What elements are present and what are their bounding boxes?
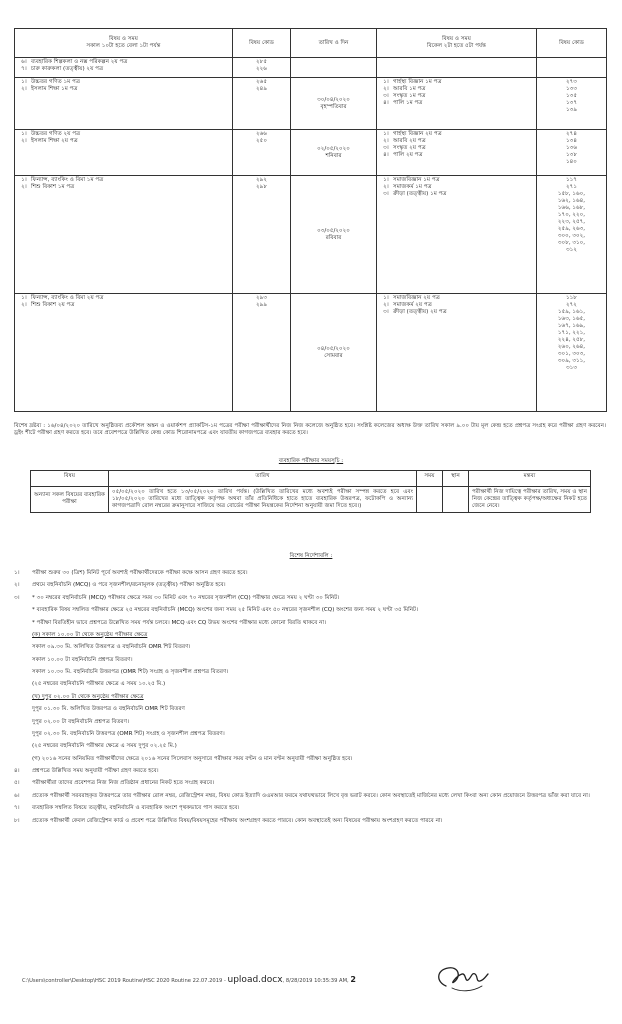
subject-number: ১।	[383, 295, 389, 301]
subject-entry	[17, 302, 230, 309]
subject-name: ফিন্যান্স, ব্যাংকিং ও বিমা ২য় পত্র	[31, 295, 104, 301]
subject-code: ১৫৮, ১৬০,	[557, 190, 586, 197]
subject-code: ২২৩, ২৫৭,	[557, 218, 586, 225]
instruction-subnote: * ব্যবহারিক বিষয় সম্বলিত পরীক্ষার ক্ষেত্রে ২৫ নম্বরের বহুনির্বাচনি (MCQ) অংশের জন্য সময় ২৫ মিনিট এবং ৫০ নম্বরের সৃজনশীল (CQ) অংশের জন্য সময় ২ ঘণ্টা ৩৫ মিনিট।	[32, 607, 419, 614]
morning-schedule-line: সকাল ১০.৩০ মি. বহুনির্বাচনি উত্তরপত্র (OMR শিট) সংগ্রহ ও সৃজনশীল প্রশ্নপত্র বিতরণ।	[32, 669, 229, 675]
instruction-item	[14, 780, 606, 787]
instruction-text: প্রত্যেক পরীক্ষার্থী কেবল রেজিস্ট্রেশন কার্ড ও প্রবেশ পত্রে উল্লিখিত বিষয়/বিষয়সমূহের পরীক্ষায় অংশগ্রহণ করতে পারবে। কোন অবস্থাতেই অন্য বিষয়ের পরীক্ষায় অংশগ্রহণ করতে পারবে না।	[32, 817, 443, 824]
subject-code: ১৪০	[566, 158, 577, 165]
subject-entry	[379, 100, 534, 107]
subject-number: ১।	[21, 79, 27, 85]
subject-code: ৩০০, ৩০২,	[557, 232, 586, 239]
subject-code: ২৯৩	[256, 295, 267, 301]
instruction-number: ৪।	[14, 768, 20, 774]
instruction-number: ৩।	[14, 594, 20, 601]
subject-entry	[17, 184, 230, 191]
subject-entry	[379, 177, 534, 184]
subject-entry	[17, 177, 230, 184]
subject-entry	[17, 66, 230, 73]
morning-subjects-cell	[15, 58, 233, 78]
header-subject-code: বিষয় কোড	[233, 29, 291, 58]
subject-code: ৩০৮, ৩১০,	[557, 239, 586, 246]
subject-number: ৩।	[383, 190, 389, 197]
subject-entry	[379, 93, 534, 100]
subject-entry	[17, 59, 230, 66]
morning-codes-cell	[233, 294, 291, 412]
instruction-text: প্রত্যেক পরীক্ষার্থী সরবরাহকৃত উত্তরপত্রে তার পরীক্ষার রোল নম্বর, রেজিস্ট্রেশন নম্বর, বিষয় কোড ইত্যাদি ওএমআর ফরমে যথাযথভাবে লিখে বৃত্ত ভরাট করবে। কোন অবস্থাতেই মার্জিনের মধ্যে লেখা কিংবা অন্য কোন প্রয়োজনে উত্তরপত্র ভাঁজ করা যাবে না।	[32, 792, 590, 799]
subject-code: ২৭৪	[566, 131, 577, 137]
subject-number: ২।	[21, 183, 27, 190]
morning-codes-cell	[233, 78, 291, 130]
afternoon-subjects-cell	[377, 58, 537, 78]
subject-code: ১৩৫	[566, 92, 577, 99]
subject-entry	[379, 138, 534, 145]
instruction-number: ২।	[14, 582, 20, 589]
special-note: বিশেষ দ্রষ্টব্য : ১৬/০৪/২০২০ তারিখে অনুষ্ঠিতব্য প্রকৌশল অঙ্কন ও ওয়ার্কশপ প্র্যাকটিস-১ম পত্রের পরীক্ষা পরীক্ষার্থীদের নিজ নিজ কলেজে অনুষ্ঠিত হবে। সংশ্লিষ্ট কলেজের অধ্যক্ষ উক্ত তারিখ সকাল ৯.০০ টায় মূল কেন্দ্র হতে প্রশ্নপত্র সংগ্রহ করে পরীক্ষা গ্রহণ করবেন। ড্রইং শীটে পরীক্ষা গ্রহণ করতে হবে। তবে প্রবেশপত্রে উল্লিখিত কেন্দ্র কোড শিরোনামপত্রে এবং যাবতীয় কাগজপত্রে ব্যবহার করতে হবে।	[14, 423, 606, 436]
morning-schedule-line: (২৫ নম্বরের বহুনির্বাচনি পরীক্ষার ক্ষেত্রে এ সময় ১০.২৫ মি.)	[32, 681, 166, 688]
exam-day: শনিবার	[325, 152, 342, 159]
afternoon-subjects-cell	[377, 130, 537, 176]
subject-code: ২৭২	[566, 301, 577, 308]
subject-code: ৩০৯, ৩১১,	[557, 357, 586, 364]
subject-number: ৪।	[383, 151, 389, 158]
subject-code: ২৯৮	[256, 183, 267, 190]
subject-number: ১।	[21, 177, 27, 183]
exam-date-cell	[291, 78, 377, 130]
subject-code: ১৬৬, ১৬৮,	[557, 204, 586, 211]
footer-timestamp: , 8/28/2019 10:35:39 AM,	[282, 978, 351, 984]
subject-number: ১।	[21, 295, 27, 301]
subject-number: ৭।	[21, 65, 27, 72]
instruction-item	[14, 582, 606, 589]
subject-name: উচ্চতর গণিত ২য় পত্র	[31, 131, 81, 137]
practical-header-venue: স্থান	[443, 471, 469, 487]
header-subject-code-2: বিষয় কোড	[537, 29, 607, 58]
subject-number: ১।	[21, 131, 27, 137]
exam-date: ০৪/০৫/২০২০	[317, 345, 350, 352]
practical-header-time: সময়	[417, 471, 443, 487]
instruction-item	[14, 768, 606, 775]
subject-code: ১৬৩, ১৬৫,	[557, 315, 586, 322]
subject-name: সমাজবিজ্ঞান ১ম পত্র	[393, 177, 440, 183]
exam-date-cell	[291, 130, 377, 176]
subject-name: গার্হস্থ্য বিজ্ঞান ১ম পত্র	[393, 79, 442, 85]
subject-entry	[17, 79, 230, 86]
subject-number: ১।	[383, 177, 389, 183]
instruction-number: ৬।	[14, 792, 20, 799]
header-morning-subject: বিষয় ও সময় সকাল ১০টা হতে বেলা ১টা পর্যন্ত	[15, 29, 233, 58]
subject-code: ২৯২	[256, 177, 267, 183]
subject-name: শিশু বিকাশ ১ম পত্র	[31, 183, 75, 190]
subject-code: ২৭১	[566, 183, 577, 190]
footer-file-path	[22, 975, 356, 986]
irregular-candidates-note: (গ) ২০১৬ সনের অনিয়মিত পরীক্ষার্থীদের ক্ষেত্রে ২০১৬ সনের সিলেবাস অনুসারে পরীক্ষার সময় বণ্টন ও মান বণ্টন অনুযায়ী পরীক্ষা অনুষ্ঠিত হবে।	[32, 755, 353, 762]
routine-row	[15, 58, 607, 78]
footer-page-number: 2	[350, 975, 356, 984]
subject-code: ১৩৩	[566, 85, 577, 92]
afternoon-codes-cell	[537, 294, 607, 412]
subject-entry	[379, 191, 534, 198]
header-afternoon-subject: বিষয় ও সময় বিকেল ২টা হতে ৫টা পর্যন্ত	[377, 29, 537, 58]
instruction-item	[14, 793, 606, 800]
signature-mark	[432, 962, 490, 996]
subject-entry	[379, 131, 534, 138]
subject-number: ২।	[21, 85, 27, 92]
practical-schedule-table	[30, 470, 591, 513]
exam-day: রবিবার	[325, 234, 342, 241]
morning-schedule-label: (ক) সকাল ১০.০০ টা থেকে অনুষ্ঠেয় পরীক্ষার ক্ষেত্রে	[32, 631, 148, 638]
instruction-item	[14, 570, 606, 577]
subject-entry	[17, 138, 230, 145]
instruction-text: পরীক্ষার্থীরা তাদের প্রবেশপত্র নিজ নিজ প্রতিষ্ঠান প্রধানের নিকট হতে সংগ্রহ করবে।	[32, 780, 215, 787]
subject-name: আরবি ১ম পত্র	[393, 85, 426, 92]
routine-row	[15, 294, 607, 412]
subject-name: শিশু বিকাশ ২য় পত্র	[31, 301, 75, 308]
subject-code: ১১৭	[566, 177, 577, 183]
subject-code: ২৪৯	[256, 85, 267, 92]
subject-name: গার্হস্থ্য বিজ্ঞান ২য় পত্র	[393, 131, 442, 137]
routine-row	[15, 130, 607, 176]
practical-venue	[443, 487, 469, 513]
subject-number: ১।	[383, 131, 389, 137]
subject-number: ২।	[383, 183, 389, 190]
instruction-item	[14, 595, 606, 602]
routine-header-row	[15, 29, 607, 58]
instructions-title: বিশেষ নির্দেশাবলি :	[289, 553, 333, 559]
afternoon-codes-cell	[537, 130, 607, 176]
subject-name: পালি ১ম পত্র	[393, 99, 423, 106]
afternoon-codes-cell	[537, 78, 607, 130]
morning-subjects-cell	[15, 130, 233, 176]
subject-name: উচ্চতর গণিত ১ম পত্র	[31, 79, 80, 85]
practical-subject: অন্যান্য সকল বিষয়ের ব্যবহারিক পরীক্ষা	[31, 487, 109, 513]
subject-name: ফিন্যান্স, ব্যাংকিং ও বিমা ১ম পত্র	[31, 177, 104, 183]
afternoon-schedule-line: দুপুর ০১.৩০ মি. অলিখিত উত্তরপত্র ও বহুনির্বাচনি OMR শিট বিতরণ	[32, 706, 185, 713]
subject-name: আরবি ২য় পত্র	[393, 137, 426, 144]
header-date-day: তারিখ ও দিন	[291, 29, 377, 58]
subject-name: সমাজকর্ম ২য় পত্র	[393, 301, 432, 308]
morning-codes-cell	[233, 176, 291, 294]
subject-name: ইসলাম শিক্ষা ২য় পত্র	[31, 137, 78, 144]
subject-code: ১৭১, ২২১,	[557, 329, 586, 336]
subject-code: ১৬২, ১৬৪,	[557, 197, 586, 204]
subject-name: ব্যবহারিক শিল্পকলা ও নক্স পরিকল্পন ২য় পত্র	[31, 59, 128, 65]
instruction-text: ব্যবহারিক সম্বলিত বিষয়ে তত্ত্বীয়, বহুনির্বাচনি ও ব্যবহারিক অংশে পৃথকভাবে পাস করতে হবে।	[32, 805, 240, 812]
instruction-number: ৮।	[14, 817, 20, 824]
subject-code: ১৩৭	[566, 99, 577, 106]
morning-subjects-cell	[15, 176, 233, 294]
exam-date: ৩০/০৪/২০২০	[317, 96, 350, 103]
exam-day: সোমবার	[324, 352, 343, 359]
subject-entry	[17, 86, 230, 93]
practical-header-remarks: মন্তব্য	[469, 471, 591, 487]
morning-subjects-cell	[15, 78, 233, 130]
subject-code: ৩১৩	[566, 364, 577, 371]
subject-number: ৬।	[21, 59, 27, 65]
exam-date-cell	[291, 176, 377, 294]
subject-entry	[379, 145, 534, 152]
practical-row	[31, 487, 591, 513]
afternoon-schedule-line: দুপুর ০২.০০ টা বহুনির্বাচনি প্রশ্নপত্র বিতরণ।	[32, 718, 129, 725]
practical-header-subject: বিষয়	[31, 471, 109, 487]
footer-file-name: upload.docx	[227, 975, 283, 985]
practical-header-date: তারিখ	[109, 471, 417, 487]
instruction-text: প্রশ্নপত্রে উল্লিখিত সময় অনুযায়ী পরীক্ষা গ্রহণ করতে হবে।	[32, 768, 159, 774]
instruction-item	[14, 818, 606, 825]
morning-codes-cell	[233, 130, 291, 176]
instructions-list	[14, 570, 606, 830]
subject-code: ২৯৯	[256, 301, 267, 308]
subject-number: ২।	[383, 301, 389, 308]
exam-date-cell	[291, 58, 377, 78]
practical-time	[417, 487, 443, 513]
afternoon-subjects-cell	[377, 294, 537, 412]
morning-subjects-cell	[15, 294, 233, 412]
subject-number: ৩।	[383, 144, 389, 151]
subject-name: পালি ২য় পত্র	[393, 151, 423, 158]
subject-code: ২৬৬	[256, 131, 267, 137]
instruction-number: ৫।	[14, 780, 20, 787]
subject-code: ২৫০	[256, 137, 267, 144]
subject-entry	[379, 302, 534, 309]
practical-schedule-title: ব্যবহারিক পরীক্ষার সময়সূচি :	[278, 458, 344, 464]
subject-name: ক্রীড়া (তত্ত্বীয়) ১ম পত্র	[393, 190, 447, 197]
subject-code: ১৩৮	[566, 151, 577, 158]
subject-entry	[379, 152, 534, 159]
subject-code: ৩০১, ৩০৩,	[557, 350, 586, 357]
subject-code: ৩১২	[566, 246, 577, 253]
subject-entry	[379, 309, 534, 316]
afternoon-codes-cell	[537, 176, 607, 294]
subject-name: ইসলাম শিক্ষা ১ম পত্র	[31, 85, 78, 92]
subject-name: চারু কারুকলা (তত্ত্বীয়) ২য় পত্র	[31, 65, 104, 72]
subject-name: সংস্কৃত ১ম পত্র	[393, 92, 426, 99]
subject-code: ২২৪, ২৫৮,	[557, 336, 586, 343]
routine-row	[15, 78, 607, 130]
exam-date-cell	[291, 294, 377, 412]
subject-code: ১৭০, ২২০,	[557, 211, 586, 218]
subject-entry	[17, 131, 230, 138]
subject-entry	[379, 79, 534, 86]
morning-schedule-line: সকাল ০৯.৩০ মি. অলিখিত উত্তরপত্র ও বহুনির্বাচনি OMR শিট বিতরণ।	[32, 644, 191, 651]
afternoon-schedule-line: (২৫ নম্বরের বহুনির্বাচনি পরীক্ষার ক্ষেত্রে এ সময় দুপুর ০২.২৫ মি.)	[32, 743, 177, 750]
instruction-text: * ৩০ নম্বরের বহুনির্বাচনি (MCQ) পরীক্ষার ক্ষেত্রে সময় ৩০ মিনিট এবং ৭০ নম্বরের সৃজনশীল (CQ) পরীক্ষার ক্ষেত্রে সময় ২ ঘণ্টা ৩০ মিনিট।	[32, 594, 340, 601]
morning-codes-cell	[233, 58, 291, 78]
subject-entry	[17, 295, 230, 302]
morning-schedule-line: সকাল ১০.০০ টা বহুনির্বাচনি প্রশ্নপত্র বিতরণ।	[32, 656, 133, 663]
instruction-number: ৭।	[14, 805, 20, 812]
instruction-text: পরীক্ষা শুরুর ৩০ (ত্রিশ) মিনিট পূর্বে অবশ্যই পরীক্ষার্থীদেরকে পরীক্ষা কক্ষে আসন গ্রহণ করতে হবে।	[32, 570, 248, 576]
subject-entry	[379, 295, 534, 302]
subject-name: ক্রীড়া (তত্ত্বীয়) ২য় পত্র	[393, 308, 447, 315]
routine-row	[15, 176, 607, 294]
subject-code: ১১৮	[566, 295, 577, 301]
practical-header-row	[31, 471, 591, 487]
afternoon-schedule-label: (খ) দুপুর ০২.০০ টা থেকে অনুষ্ঠেয় পরীক্ষার ক্ষেত্রে	[32, 693, 144, 700]
subject-name: সংস্কৃত ২য় পত্র	[393, 144, 426, 151]
practical-date: ০৫/০৫/২০২০ তারিখ হতে ১৩/০৫/২০২০ তারিখ পর্যন্ত। (উল্লিখিত তারিখের মধ্যে অবশ্যই পরীক্ষা সম্পন্ন করতে হবে এবং ১৮/০৫/২০২০ তারিখের মধ্যে তাত্ত্বিক কর্তৃপক্ষ অথবা তাঁর প্রতিনিধিকে হাতে হাতে ব্যবহারিক উত্তরপত্র, ফটোকপি ও অন্যান্য কাগজপত্রাদি রোল নম্বরের ক্রমানুসারে সাজিয়ে অত্র বোর্ডের পরীক্ষা নিয়ন্ত্রকের নির্দেশনা অনুযায়ী জমা দিতে হবে।)	[109, 487, 417, 513]
subject-code: ২২৬	[256, 65, 267, 72]
subject-number: ৪।	[383, 99, 389, 106]
subject-name: সমাজবিজ্ঞান ২য় পত্র	[393, 295, 440, 301]
exam-date: ০২/০৫/২০২০	[317, 145, 350, 152]
subject-name: সমাজকর্ম ১ম পত্র	[393, 183, 432, 190]
subject-code: ১৩৬	[566, 144, 577, 151]
afternoon-codes-cell	[537, 58, 607, 78]
subject-entry	[379, 184, 534, 191]
subject-code: ২৫৯, ২৬৩,	[557, 225, 586, 232]
subject-number: ২।	[383, 137, 389, 144]
subject-code: ১৩৯	[566, 106, 577, 113]
subject-number: ৩।	[383, 92, 389, 99]
instruction-number: ১।	[14, 570, 20, 576]
subject-code: ২৬৫	[256, 79, 267, 85]
practical-remarks: পরীক্ষার্থী নিজ দায়িত্বে পরীক্ষার তারিখ, সময় ও স্থান নিজ কেন্দ্রের তাত্ত্বিক কর্তৃপক্ষ/অধ্যক্ষের নিকট হতে জেনে নেবে।	[469, 487, 591, 513]
subject-code: ২৮৫	[256, 59, 267, 65]
afternoon-subjects-cell	[377, 176, 537, 294]
subject-number: ১।	[383, 79, 389, 85]
afternoon-subjects-cell	[377, 78, 537, 130]
footer-path-text: C:\Users\controller\Desktop\HSC 2019 Routine\HSC 2020 Routine 22.07.2019 -	[22, 978, 228, 984]
subject-number: ২।	[21, 137, 27, 144]
instruction-subnote: * পরীক্ষা বিরতিহীন ভাবে প্রশ্নপত্রে উল্লেখিত সময় পর্যন্ত চলবে। MCQ এবং CQ উভয় অংশের পরীক্ষার মধ্যে কোনো বিরতি থাকবে না।	[32, 619, 327, 626]
exam-day: বৃহস্পতিবার	[320, 103, 347, 110]
exam-date: ০৩/০৫/২০২০	[317, 227, 350, 234]
subject-number: ২।	[21, 301, 27, 308]
subject-code: ১৬৭, ১৬৯,	[557, 322, 586, 329]
subject-code: ২৬০, ২৬৪,	[557, 343, 586, 350]
subject-entry	[379, 86, 534, 93]
afternoon-schedule-line: দুপুর ০২.৩০ মি. বহুনির্বাচনি উত্তরপত্র (OMR শিট) সংগ্রহ ও সৃজনশীল প্রশ্নপত্র বিতরণ।	[32, 730, 225, 737]
subject-number: ৩।	[383, 308, 389, 315]
instruction-text: প্রথমে বহুনির্বাচনি (MCQ) ও পরে সৃজনশীল/রচনামূলক (তত্ত্বীয়) পরীক্ষা অনুষ্ঠিত হবে।	[32, 582, 226, 589]
exam-routine-table	[14, 28, 607, 412]
subject-code: ২৭৩	[566, 79, 577, 85]
subject-number: ২।	[383, 85, 389, 92]
instruction-item	[14, 805, 606, 812]
subject-code: ১৫৯, ১৬১,	[557, 308, 586, 315]
subject-code: ১৩৪	[566, 137, 577, 144]
